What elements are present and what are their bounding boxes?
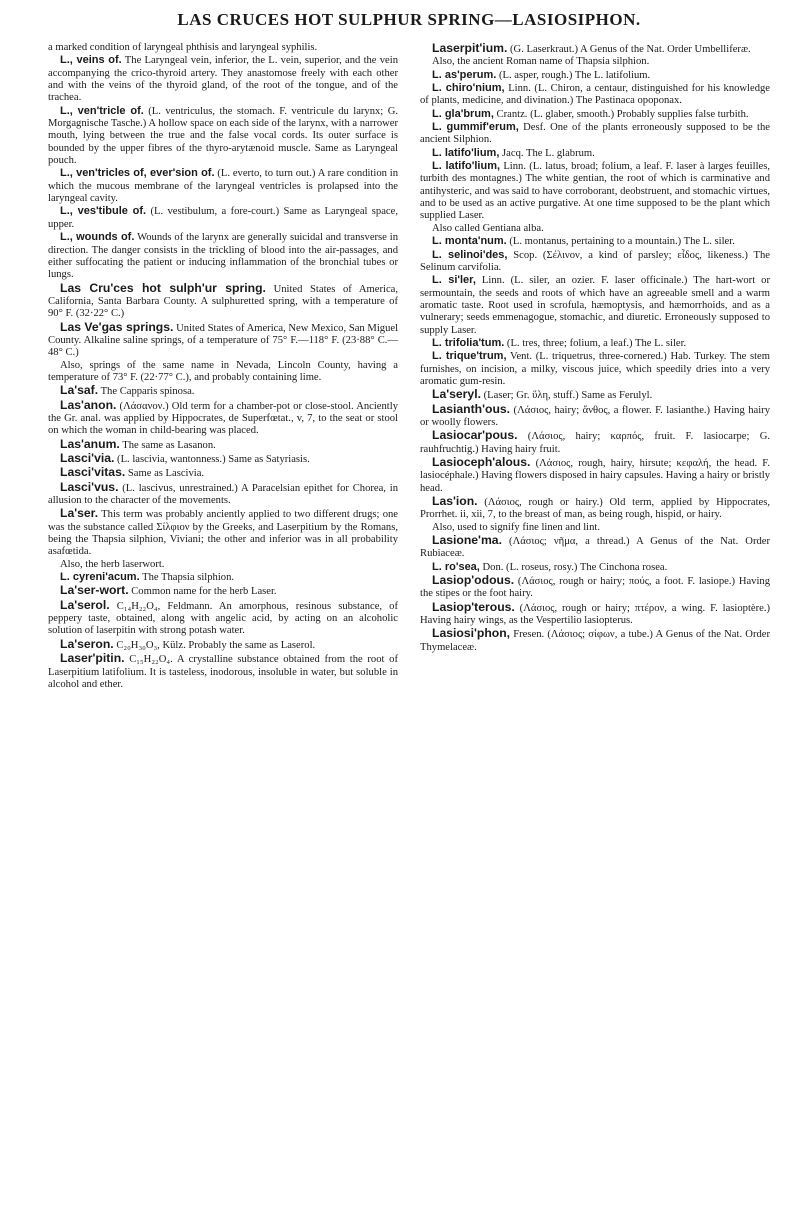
entry-headword: Lasioceph'alous. [432, 455, 531, 469]
entry-headword: Las'anon. [60, 397, 117, 412]
dictionary-entry [420, 627, 770, 654]
dictionary-entry [420, 574, 770, 601]
entry-definition: Common name for the herb Laser. [128, 586, 277, 598]
dictionary-entry [48, 360, 398, 385]
dictionary-entry [420, 56, 770, 68]
dictionary-entry [48, 205, 398, 231]
entry-definition: a marked condition of laryngeal phthisis and laryngeal syphilis. [48, 42, 318, 53]
entry-headword: L. gummif'erum, [432, 121, 519, 134]
entry-headword: Laser'pitin. [60, 651, 125, 666]
dictionary-entry [420, 223, 770, 235]
dictionary-entry [48, 507, 398, 558]
dictionary-entry [420, 82, 770, 108]
entry-headword: La'ser. [60, 506, 99, 521]
entry-headword: Las'ion. [432, 494, 478, 509]
entry-definition: United States of America, New Mexico, San Miguel County. Alkaline saline springs, of a temperature of 75° F.—118° F. (23·88° C.—48° C.) [48, 322, 399, 359]
entry-definition: Linn. (L. siler, an ozier. F. laser officinale.) The hart-wort or sermountain, the seeds and roots of which have an agreeable smell and a warm aromatic taste. Root used in scrofula, hæmoptysis, and hæmorrhoids, and as a vulnerary; seeds emmenagogue, stomachic, and diuretic. Erroneously supposed to supply Laser. [420, 275, 770, 336]
entry-definition: (Λάσιος, rough or hairy.) Old term, applied by Hippocrates, Prorrhet. ii, xii, 7, to the breast of man, as being rough, hispid, or hairy. [420, 497, 770, 521]
entry-definition: Vent. (L. triquetrus, three-cornered.) Hab. Turkey. The stem furnishes, on incision, a milky, viscous juice, which speedily dries into a very aromatic gum-resin. [420, 351, 770, 387]
entry-headword: L., ven'tricles of, ever'sion of. [60, 167, 215, 180]
entry-definition: (Λάσιος, hairy; ἄνθος, a flower. F. lasianthe.) Having hairy or woolly flowers. [420, 404, 770, 428]
entry-headword: Laserpit'ium. [432, 41, 508, 55]
entry-definition: (L. lascivus, unrestrained.) A Paracelsian epithet for Chorea, in allusion to the character of the movements. [48, 482, 398, 507]
dictionary-entry [48, 399, 398, 438]
dictionary-entry [48, 584, 398, 598]
entry-definition: (Laser; Gr. ὕλη, stuff.) Same as Ferulyl. [480, 390, 653, 402]
dictionary-entry [420, 235, 770, 248]
dictionary-entry [48, 571, 398, 584]
dictionary-entry [420, 249, 770, 275]
dictionary-entry [48, 481, 398, 508]
entry-definition: The Thapsia silphion. [139, 572, 235, 584]
dictionary-entry [48, 559, 398, 571]
entry-headword: Lasci'vus. [60, 479, 119, 494]
entry-headword: L. cyreni'acum. [60, 571, 140, 584]
entry-definition: Fresen. (Λάσιος; σίφων, a tube.) A Genus of the Nat. Order Thymelaceæ. [420, 629, 770, 653]
entry-headword: L. as'perum. [432, 68, 497, 81]
dictionary-entry [420, 108, 770, 121]
entry-headword: L. latifo'lium, [432, 146, 500, 159]
entry-definition: The Capparis spinosa. [98, 386, 195, 398]
entry-definition: (Λάσανον.) Old term for a chamber-pot or close-stool. Anciently the Gr. anal. was applied by Hippocrates, de Superfœtat., v, 7, to the seat or stool on which the woman in child-bearing was placed. [48, 400, 398, 437]
entry-headword: L., veins of. [60, 54, 122, 67]
dictionary-entry [48, 599, 398, 638]
entry-headword: Las Ve'gas springs. [60, 319, 174, 334]
entry-definition: Wounds of the larynx are generally suicidal and transverse in direction. The danger consists in the trickling of blood into the air-passages, and either suffocating the patient or inducing inflammation of the bronchial tubes or lungs. [48, 232, 398, 281]
entry-definition: C₁₄H₂₂O₄, Feldmann. An amorphous, resinous substance, of peppery taste, obtained, along with angelic acid, by acting on an alcoholic solution of laserpitin with strong potash water. [48, 600, 398, 637]
dictionary-entry [48, 42, 398, 54]
entry-headword: L. chiro'nium, [432, 82, 505, 95]
entry-definition: (L. ventriculus, the stomach. F. ventricule du larynx; G. Morgagnische Tasche.) A hollow space on each side of the larynx, with a narrower mouth, lying between the true and the false vocal cords. Its outer surface is bounded by the upper fibres of the thyro-arytænoid muscle. Same as Laryngeal pouch. [48, 105, 398, 167]
entry-definition: C₂₀H₃₀O₃, Külz. Probably the same as Laserol. [113, 639, 316, 651]
entry-headword: Lasianth'ous. [432, 401, 511, 416]
dictionary-entry [48, 167, 398, 205]
entry-definition: (Λάσιος; νῆμα, a thread.) A Genus of the Nat. Order Rubiaceæ. [420, 536, 770, 560]
entry-definition: (Λάσιος, hairy; καρπός, fruit. F. lasiocarpe; G. rauhfruchtig.) Having hairy fruit. [420, 431, 770, 455]
entry-definition: This term was probably anciently applied to two different drugs; one was the substance called Σίλφιον by the Greeks, and Laserpitium by the Romans, being the Thapsia silphion, Viviani; the other and inferior was in all probability asafœtida. [48, 509, 398, 558]
entry-definition: The Laryngeal vein, inferior, the L. vein, superior, and the vein accompanying the crico-thyroid artery. They anastomose freely with each other and with the veins of the thyroid gland, of the root of the tongue, and of the trachea. [48, 55, 399, 104]
dictionary-entry [48, 231, 398, 281]
entry-headword: La'serol. [60, 597, 110, 612]
entry-headword: L. si'ler, [432, 274, 476, 287]
entry-definition: C₁₅H₂₂O₄. A crystalline substance obtained from the root of Laserpitium latifolium. It is tasteless, inodorous, insoluble in water, but soluble in alcohol and ether. [48, 654, 398, 690]
running-header: LAS CRUCES HOT SULPHUR SPRING—LASIOSIPHON. [177, 10, 641, 29]
entry-definition: Don. (L. roseus, rosy.) The Cinchona rosea. [479, 561, 668, 573]
dictionary-entry [48, 282, 398, 321]
entry-headword: L. gla'brum, [432, 107, 494, 120]
entry-definition: (Λάσιος, rough or hairy; πτέρον, a wing. F. lasioptère.) Having hairy wings, as the Vespertilio lasiopterus. [420, 602, 770, 627]
dictionary-entry [48, 384, 398, 398]
entry-definition: Crantz. (L. glaber, smooth.) Probably supplies false turbith. [493, 108, 749, 120]
entry-headword: L. monta'num. [432, 235, 507, 248]
entry-definition: (L. asper, rough.) The L. latifolium. [496, 69, 651, 81]
dictionary-entry [420, 147, 770, 160]
entry-definition: (Λάσιος, rough, hairy, hirsute; κεφαλή, the head. F. lasiocéphale.) Having flowers disposed in hairy capsules. Having a hairy or bristly head. [420, 458, 770, 494]
entry-definition: Also, springs of the same name in Nevada, Lincoln County, having a temperature of 73° F. (22·77° C.), and probably containing lime. [48, 359, 398, 383]
two-column-body [48, 42, 770, 691]
dictionary-entry [48, 54, 398, 104]
entry-headword: L. trique'trum, [432, 350, 507, 363]
entry-headword: L., ven'tricle of. [60, 104, 144, 117]
entry-definition: Same as Lascivia. [125, 468, 205, 480]
entry-headword: L. ro'sea, [432, 560, 480, 573]
dictionary-entry [48, 466, 398, 480]
dictionary-entry [420, 561, 770, 574]
entry-headword: La'saf. [60, 383, 99, 398]
entry-headword: Lasiosi'phon, [432, 626, 511, 641]
entry-headword: L. selinoi'des, [432, 248, 508, 261]
entry-headword: Lasiop'terous. [432, 599, 515, 614]
dictionary-entry [420, 403, 770, 430]
entry-headword: L., ves'tibule of. [60, 205, 147, 218]
dictionary-entry [48, 452, 398, 466]
entry-definition: Linn. (L. latus, broad; folium, a leaf. F. laser à larges feuilles, turbith des montagnes.) The white gentian, the root of which is carminative and antihysteric, and was said to have corroborant, deobstruent, and stomachic virtues, and to be used as an active purgative. At one time supposed to be the plant which supplied Laser. [420, 161, 770, 222]
entry-definition: Also, used to signify fine linen and lint. [432, 521, 601, 533]
dictionary-entry [48, 638, 398, 652]
entry-definition: (G. Laserkraut.) A Genus of the Nat. Order Umbelliferæ. [507, 44, 751, 55]
entry-definition: Desf. One of the plants erroneously supposed to be the ancient Silphion. [420, 122, 770, 146]
dictionary-entry [420, 601, 770, 628]
entry-headword: Lasci'via. [60, 451, 115, 465]
entry-definition: Jacq. The L. glabrum. [499, 147, 595, 159]
dictionary-entry [420, 121, 770, 147]
entry-definition: Linn. (L. Chiron, a centaur, distinguished for his knowledge of plants, medicine, and divination.) The Pastinaca opoponax. [420, 83, 771, 107]
dictionary-entry [420, 456, 770, 495]
dictionary-entry [420, 42, 770, 56]
dictionary-entry [48, 321, 398, 360]
entry-headword: L. trifolia'tum. [432, 336, 505, 349]
dictionary-entry [48, 105, 398, 168]
entry-headword: Las'anum. [60, 436, 120, 451]
entry-definition: United States of America, California, Santa Barbara County. A sulphuretted spring, with a temperature of 90° F. (32·22° C.) [48, 283, 398, 320]
dictionary-entry [420, 350, 770, 388]
dictionary-entry [420, 337, 770, 350]
dictionary-entry [420, 274, 770, 337]
entry-definition: (Λάσιος, rough or hairy; πούς, a foot. F. lasiope.) Having the stipes or the foot hairy. [420, 576, 770, 600]
entry-definition: Scop. (Σέλινον, a kind of parsley; εἶδος, likeness.) The Selinum carvifolia. [420, 249, 770, 273]
dictionary-entry [420, 534, 770, 561]
entry-headword: Las Cru'ces hot sulph'ur spring. [60, 280, 266, 295]
entry-definition: (L. everto, to turn out.) A rare condition in which the mucous membrane of the laryngeal ventricles is prolapsed into the laryngeal cavity. [48, 168, 398, 205]
entry-definition: (L. tres, three; folium, a leaf.) The L. siler. [504, 337, 687, 349]
entry-headword: Lasiocar'pous. [432, 428, 518, 443]
dictionary-entry [420, 160, 770, 223]
entry-headword: La'ser-wort. [60, 583, 129, 598]
entry-definition: (L. vestibulum, a fore-court.) Same as Laryngeal space, upper. [48, 206, 398, 230]
left-column [48, 42, 398, 691]
dictionary-entry [420, 69, 770, 82]
entry-headword: Lasione'ma. [432, 533, 502, 548]
entry-definition: Also called Gentiana alba. [432, 222, 544, 234]
entry-headword: La'seryl. [432, 387, 481, 402]
dictionary-entry [420, 495, 770, 522]
dictionary-entry [420, 429, 770, 456]
entry-definition: (L. lascivia, wantonness.) Same as Satyriasis. [114, 454, 310, 465]
dictionary-entry [48, 438, 398, 452]
entry-headword: Lasci'vitas. [60, 465, 126, 480]
dictionary-entry [420, 388, 770, 402]
entry-headword: L., wounds of. [60, 231, 135, 244]
dictionary-entry [48, 652, 398, 691]
entry-definition: (L. montanus, pertaining to a mountain.) The L. siler. [506, 236, 735, 248]
entry-definition: Also, the herb laserwort. [60, 558, 165, 570]
entry-headword: La'seron. [60, 636, 114, 651]
entry-headword: Lasiop'odous. [432, 573, 515, 588]
right-column [420, 42, 770, 691]
entry-definition: Also, the ancient Roman name of Thapsia silphion. [432, 56, 650, 68]
entry-headword: L. latifo'lium, [432, 160, 501, 173]
entry-definition: The same as Lasanon. [119, 439, 216, 451]
